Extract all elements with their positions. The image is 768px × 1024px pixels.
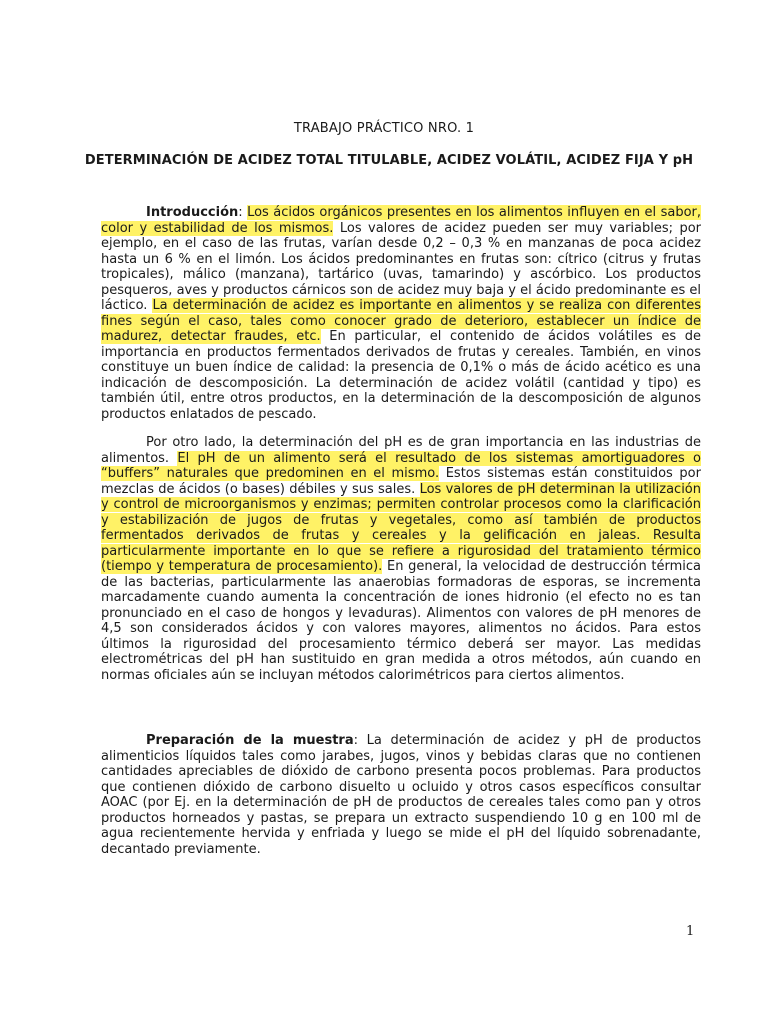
highlighted-text: La determinación de acidez es importante en alimentos y se realiza con diferentes fines según el caso, tales como conocer grado de deterioro, establecer un índice de madurez, detectar fraudes, etc. [101,298,701,344]
document-subtitle: DETERMINACIÓN DE ACIDEZ TOTAL TITULABLE, ACIDEZ VOLÁTIL, ACIDEZ FIJA Y pH [84,153,694,168]
paragraph-text: En particular, el contenido de ácidos volátiles es de importancia en productos fermentados derivados de frutas y cereales. También, en vinos constituye un buen índice de calidad: la presencia de 0,1% o más de ácido acético es una indicación de descomposición. La determinación de acidez volátil (cantidad y tipo) es también útil, entre otros productos, en la determinación de la descomposición de algunos productos enlatados de pescado. [101,329,701,422]
paragraph-text: En general, la velocidad de destrucción térmica de las bacterias, particularmente las anaerobias formadoras de esporas, se incrementa marcadamente cuando aumenta la concentración de iones hidronio (el efecto no es tan pronunciado en el caso de hongos y levaduras). Alimentos con valores de pH menores de 4,5 son considerados ácidos y con valores mayores, alimentos no ácidos. Para estos últimos la rigurosidad del procesamiento térmico deberá ser mayor. Las medidas electrométricas del pH han sustituido en gran medida a otros métodos, aún cuando en normas oficiales aún se incluyan métodos calorimétricos para ciertos alimentos. [101,559,701,683]
paragraph-text: Por otro lado, la determinación del pH es de gran importancia en las industrias de alimentos. [101,435,701,466]
page-number: 1 [686,924,695,939]
introduction-paragraph [101,205,701,422]
highlighted-text: Los valores de pH determinan la utilización y control de microorganismos y enzimas; permiten controlar procesos como la clarificación y estabilización de jugos de frutas y vegetales, como así también de productos fermentados derivados de frutas y cereales y la gelificación en jaleas. Resulta particularmente importante en lo que se refiere a rigurosidad del tratamiento térmico (tiempo y temperatura de procesamiento). [101,481,701,574]
sample-preparation-section [101,733,701,857]
introduction-section [101,205,701,422]
ph-paragraph [101,435,701,683]
sample-preparation-paragraph [101,733,701,857]
paragraph-text: Los valores de acidez pueden ser muy variables; por ejemplo, en el caso de las frutas, varían desde 0,2 – 0,3 % en manzanas de poca acidez hasta un 6 % en el limón. Los ácidos predominantes en frutas son: cítrico (citrus y frutas tropicales), málico (manzana), tartárico (uvas, tamarindo) y ascórbico. Los productos pesqueros, aves y productos cárnicos son de acidez muy baja y el ácido predominante es el láctico. [101,220,701,313]
ph-section [101,435,701,683]
introduction-heading: Introducción [146,205,239,220]
heading-colon: : [238,205,248,220]
highlighted-text: El pH de un alimento será el resultado de los sistemas amortiguadores o “buffers” naturales que predominen en el mismo. [101,450,701,481]
highlighted-text: Los ácidos orgánicos presentes en los alimentos influyen en el sabor, color y estabilidad de los mismos. [101,205,701,236]
paragraph-text: La determinación de acidez y pH de productos alimenticios líquidos tales como jarabes, jugos, vinos y bebidas claras que no contienen cantidades apreciables de dióxido de carbono presenta pocos problemas. Para productos que contienen dióxido de carbono disuelto u ocluido y otros casos específicos consultar AOAC (por Ej. en la determinación de pH de productos de cereales tales como pan y otros productos horneados y pastas, se prepara un extracto suspendiendo 10 g en 100 ml de agua recientemente hervida y enfriada y luego se mide el pH del líquido sobrenadante, decantado previamente. [101,733,701,857]
paragraph-text: Estos sistemas están constituidos por mezclas de ácidos (o bases) débiles y sus sales. [101,466,701,497]
document-title: TRABAJO PRÁCTICO NRO. 1 [293,121,475,136]
sample-preparation-heading: Preparación de la muestra [146,733,354,748]
heading-colon: : [353,733,367,748]
